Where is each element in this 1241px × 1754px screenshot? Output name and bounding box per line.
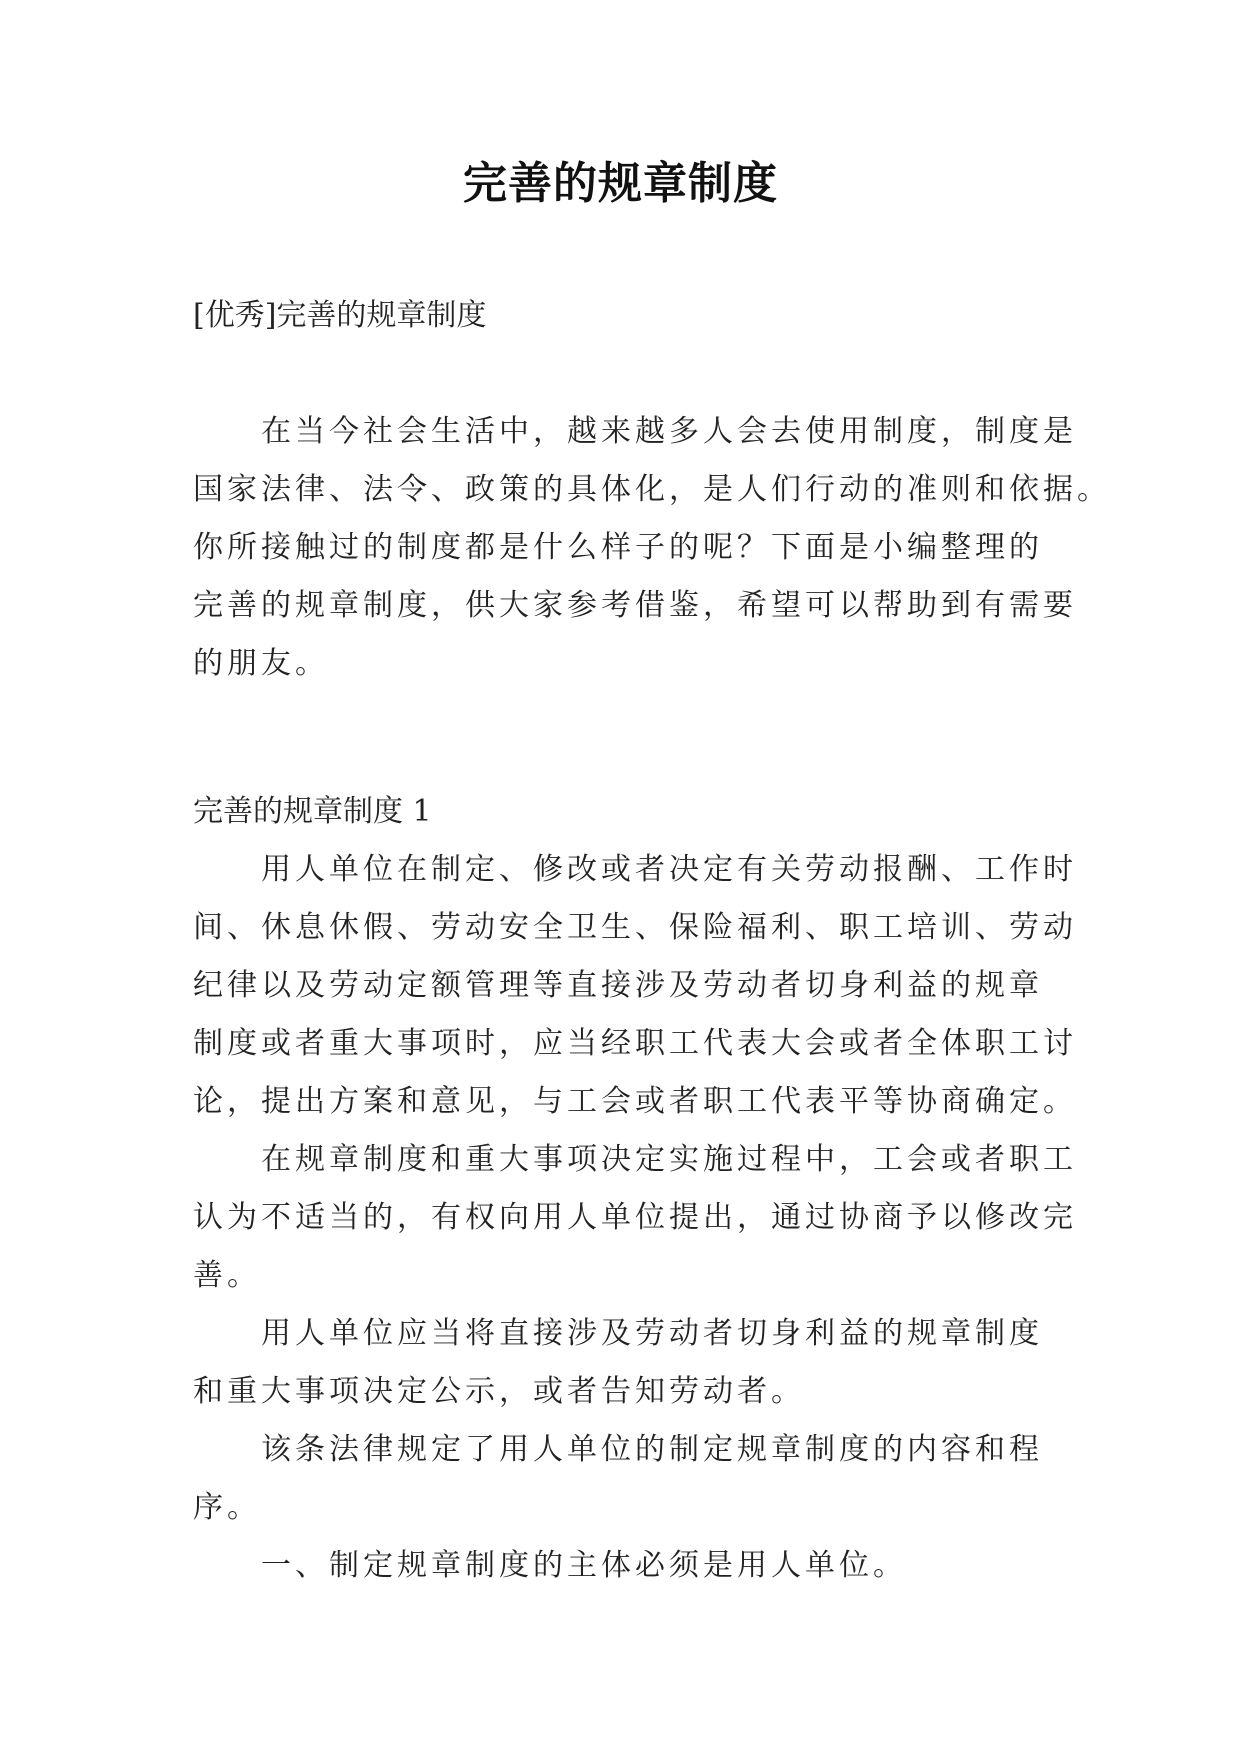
paragraph-3 — [193, 1305, 1063, 1421]
paragraph-line: 一、制定规章制度的主体必须是用人单位。 — [193, 1548, 907, 1583]
paragraph-line: 制度或者重大事项时，应当经职工代表大会或者全体职工讨 — [193, 1026, 1077, 1061]
intro-paragraph — [193, 403, 1111, 693]
paragraph-line: 的朋友。 — [193, 646, 329, 681]
paragraph-line: 你所接触过的制度都是什么样子的呢？下面是小编整理的 — [193, 530, 1043, 565]
paragraph-line: 在当今社会生活中，越来越多人会去使用制度，制度是 — [193, 414, 1077, 449]
paragraph-line: 序。 — [193, 1490, 261, 1525]
paragraph-4 — [193, 1421, 1063, 1537]
paragraph-line: 在规章制度和重大事项决定实施过程中，工会或者职工 — [193, 1142, 1077, 1177]
paragraph-line: 用人单位应当将直接涉及劳动者切身利益的规章制度 — [193, 1316, 1043, 1351]
paragraph-line: 间、休息休假、劳动安全卫生、保险福利、职工培训、劳动 — [193, 910, 1077, 945]
paragraph-line: 用人单位在制定、修改或者决定有关劳动报酬、工作时 — [193, 852, 1077, 887]
paragraph-line: 国家法律、法令、政策的具体化，是人们行动的准则和依据。 — [193, 472, 1111, 507]
paragraph-1 — [193, 841, 1077, 1131]
paragraph-line: 和重大事项决定公示，或者告知劳动者。 — [193, 1374, 805, 1409]
section-heading: 完善的规章制度 1 — [193, 794, 432, 829]
paragraph-line: 善。 — [193, 1258, 261, 1293]
paragraph-5 — [193, 1537, 1063, 1595]
document-title: 完善的规章制度 — [463, 158, 778, 209]
paragraph-2 — [193, 1131, 1077, 1305]
paragraph-line: 纪律以及劳动定额管理等直接涉及劳动者切身利益的规章 — [193, 968, 1043, 1003]
paragraph-line: 该条法律规定了用人单位的制定规章制度的内容和程 — [193, 1432, 1043, 1467]
paragraph-line: 完善的规章制度，供大家参考借鉴，希望可以帮助到有需要 — [193, 588, 1077, 623]
paragraph-line: 认为不适当的，有权向用人单位提出，通过协商予以修改完 — [193, 1200, 1077, 1235]
paragraph-line: 论，提出方案和意见，与工会或者职工代表平等协商确定。 — [193, 1084, 1077, 1119]
document-subtitle: [优秀]完善的规章制度 — [193, 298, 487, 333]
